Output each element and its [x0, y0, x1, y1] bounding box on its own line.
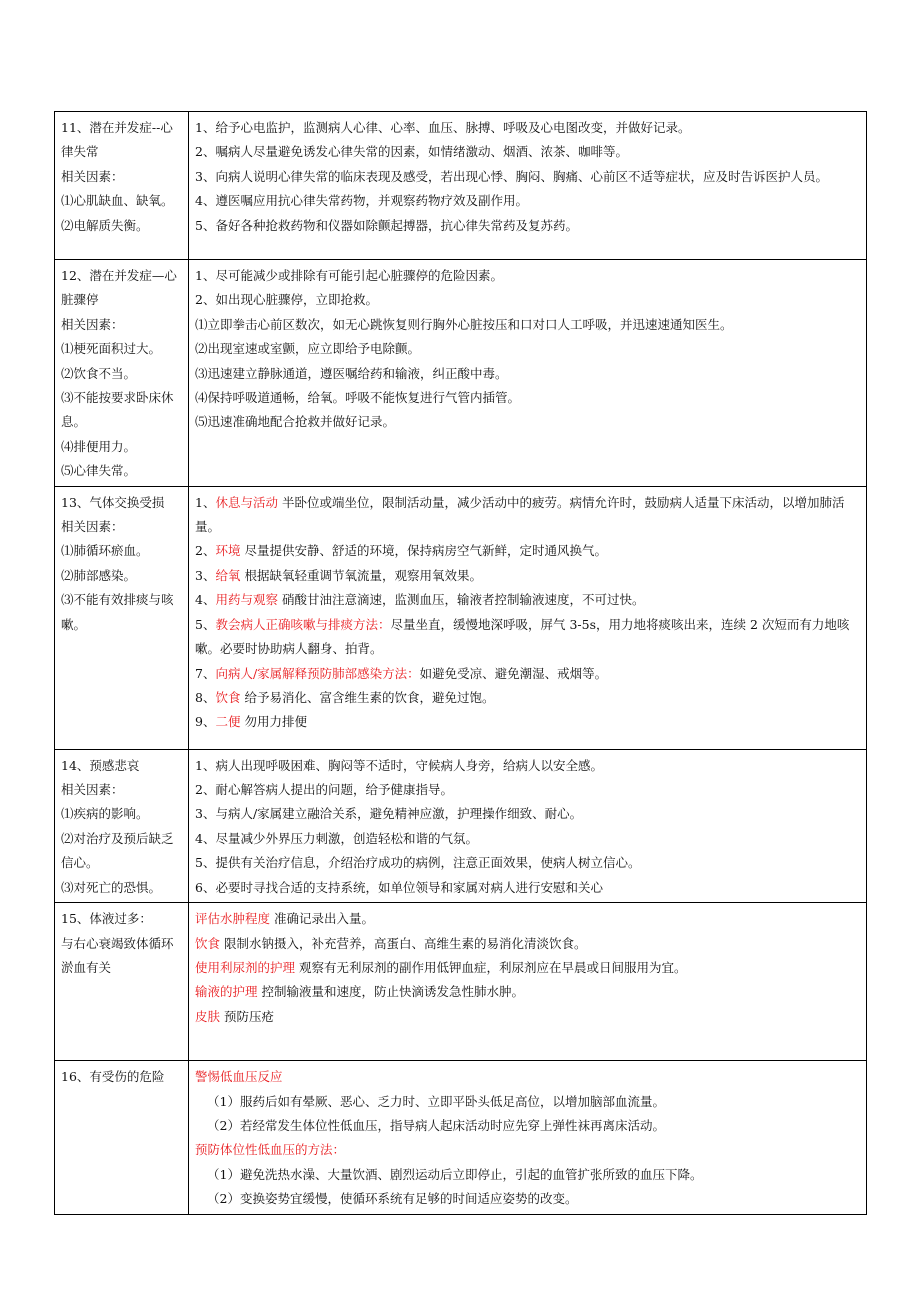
diagnosis-title: 13、气体交换受损 [61, 494, 165, 510]
table-row [55, 260, 867, 487]
intervention-line [195, 362, 861, 386]
intervention-text: 2、嘱病人尽量避免诱发心律失常的因素，如情绪激动、烟酒、浓茶、咖啡等。 [195, 144, 628, 160]
table-row [55, 486, 867, 749]
intervention-line [195, 313, 861, 337]
related-factor-line: ⑴心肌缺血、缺氧。 [61, 193, 174, 209]
intervention-line [195, 1090, 861, 1114]
intervention-cell [189, 112, 867, 260]
table-row [55, 112, 867, 260]
intervention-text: 控制输液量和速度，防止快滴诱发急性肺水肿。 [257, 984, 524, 1000]
diagnosis-title: 14、预感悲哀 [61, 757, 140, 773]
intervention-line [195, 140, 861, 164]
item-number: 7、 [195, 665, 216, 681]
diagnosis-cell [55, 903, 189, 1061]
intervention-text: 观察有无利尿剂的副作用低钾血症，利尿剂应在早晨或日间服用为宜。 [295, 959, 687, 975]
related-factor-line: ⑷排便用力。 [61, 438, 137, 454]
intervention-line [195, 932, 861, 956]
intervention-line [195, 980, 861, 1004]
highlight-heading: 休息与活动 [215, 494, 278, 510]
intervention-text: （1）服药后如有晕厥、恶心、乏力时、立即平卧头低足高位，以增加脑部血流量。 [207, 1093, 665, 1109]
intervention-text: 2、如出现心脏骤停，立即抢救。 [195, 292, 378, 308]
intervention-line [195, 1187, 861, 1211]
highlight-heading: 使用利尿剂的护理 [195, 959, 296, 975]
intervention-line [195, 165, 861, 189]
intervention-line [195, 214, 861, 238]
diagnosis-cell [55, 112, 189, 260]
intervention-text: （2）变换姿势宜缓慢，使循环系统有足够的时间适应姿势的改变。 [207, 1191, 578, 1207]
diagnosis-title: 11、潜在并发症--心律失常 [61, 120, 173, 160]
related-factor-line: ⑴疾病的影响。 [61, 806, 149, 822]
highlight-heading: 教会病人正确咳嗽与排痰方法： [215, 616, 391, 632]
intervention-text: （1）避免洗热水澡、大量饮酒、剧烈运动后立即停止，引起的血管扩张所致的血压下降。 [207, 1166, 703, 1182]
intervention-line [195, 956, 861, 980]
intervention-text: 1、病人出现呼吸困难、胸闷等不适时，守候病人身旁，给病人以安全感。 [195, 757, 603, 773]
intervention-text: 6、必要时寻找合适的支持系统，如单位领导和家属对病人进行安慰和关心 [195, 879, 603, 895]
intervention-text: 根据缺氧轻重调节氧流量，观察用氧效果。 [240, 567, 482, 583]
intervention-line [195, 288, 861, 312]
intervention-text: 半卧位或端坐位，限制活动量，减少活动中的疲劳。病情允许时，鼓励病人适量下床活动，以增加肺活量。 [195, 494, 845, 535]
intervention-text: 2、耐心解答病人提出的问题，给予健康指导。 [195, 782, 453, 798]
intervention-cell [189, 260, 867, 487]
highlight-heading: 饮食 [195, 935, 221, 951]
intervention-text: 准确记录出入量。 [270, 911, 374, 927]
item-number: 3、 [195, 567, 216, 583]
intervention-text: 3、与病人/家属建立融洽关系，避免精神应激，护理操作细致、耐心。 [195, 806, 583, 822]
related-factor-line: 相关因素： [61, 519, 124, 535]
related-factor-line: 与右心衰竭致体循环淤血有关 [61, 935, 174, 975]
diagnosis-cell [55, 1061, 189, 1214]
intervention-line [195, 827, 861, 851]
item-number: 5、 [195, 616, 216, 632]
highlight-heading: 评估水肿程度 [195, 911, 271, 927]
diagnosis-cell [55, 749, 189, 902]
intervention-text: 3、向病人说明心律失常的临床表现及感受，若出现心悸、胸闷、胸痛、心前区不适等症状，应及时告诉医护人员。 [195, 168, 828, 184]
intervention-line [195, 1138, 861, 1162]
intervention-text: 5、备好各种抢救药物和仪器如除颤起搏器，抗心律失常药及复苏药。 [195, 217, 578, 233]
table-row [55, 749, 867, 902]
intervention-text: 4、尽量减少外界压力刺激，创造轻松和谐的气氛。 [195, 830, 478, 846]
intervention-line [195, 802, 861, 826]
intervention-text: 4、遵医嘱应用抗心律失常药物，并观察药物疗效及副作用。 [195, 193, 528, 209]
item-number: 2、 [195, 543, 216, 559]
intervention-text: 预防压疮 [220, 1008, 274, 1024]
related-factor-line: ⑵肺部感染。 [61, 567, 137, 583]
related-factor-line: 相关因素： [61, 782, 124, 798]
related-factor-line: ⑸心律失常。 [61, 463, 137, 479]
related-factor-line: ⑶不能有效排痰与咳嗽。 [61, 592, 174, 632]
diagnosis-title: 15、体液过多： [61, 911, 152, 927]
intervention-line [195, 386, 861, 410]
intervention-text: 勿用力排便 [240, 714, 307, 730]
related-factor-line: ⑴肺循环瘀血。 [61, 543, 149, 559]
intervention-text: 尽量坐直，缓慢地深呼吸，屏气 3-5s，用力地将痰咳出来，连续 2 次短而有力地咳嗽。必要时协助病人翻身、拍背。 [195, 616, 850, 657]
diagnosis-title: 16、有受伤的危险 [61, 1069, 165, 1085]
related-factor-line: 相关因素： [61, 316, 124, 332]
intervention-line [195, 710, 861, 734]
intervention-cell [189, 1061, 867, 1214]
intervention-text: 5、提供有关治疗信息，介绍治疗成功的病例，注意正面效果，使病人树立信心。 [195, 855, 641, 871]
intervention-line [195, 1005, 861, 1029]
table-row [55, 1061, 867, 1214]
intervention-line [195, 491, 861, 540]
highlight-heading: 警惕低血压反应 [195, 1069, 283, 1085]
intervention-text: 1、尽可能减少或排除有可能引起心脏骤停的危险因素。 [195, 268, 503, 283]
item-number: 4、 [195, 592, 216, 608]
intervention-line [195, 754, 861, 778]
related-factor-line: ⑶不能按要求卧床休息。 [61, 390, 174, 430]
intervention-line [195, 1163, 861, 1187]
nursing-care-table [54, 111, 867, 1215]
intervention-line [195, 907, 861, 931]
highlight-heading: 环境 [215, 543, 241, 559]
highlight-heading: 向病人/家属解释预防肺部感染方法： [215, 665, 420, 681]
intervention-line [195, 588, 861, 612]
intervention-text: ⑸迅速准确地配合抢救并做好记录。 [195, 414, 396, 430]
intervention-line [195, 189, 861, 213]
intervention-cell [189, 749, 867, 902]
care-table-body [55, 112, 867, 1215]
intervention-line [195, 1065, 861, 1089]
intervention-text: 1、给予心电监护，监测病人心律、心率、血压、脉搏、呼吸及心电图改变，并做好记录。 [195, 120, 691, 135]
related-factor-line: ⑵电解质失衡。 [61, 217, 149, 233]
highlight-heading: 饮食 [215, 689, 241, 705]
related-factor-line: ⑵饮食不当。 [61, 365, 137, 381]
intervention-line [195, 686, 861, 710]
intervention-text: 如避免受凉、避免潮湿、戒烟等。 [419, 665, 608, 681]
intervention-text: ⑶迅速建立静脉通道，遵医嘱给药和输液，纠正酸中毒。 [195, 365, 508, 381]
intervention-text: 尽量提供安静、舒适的环境，保持病房空气新鲜，定时通风换气。 [240, 543, 607, 559]
intervention-line [195, 778, 861, 802]
highlight-heading: 用药与观察 [215, 592, 278, 608]
highlight-heading: 二便 [215, 714, 241, 730]
related-factor-line: ⑶对死亡的恐惧。 [61, 879, 162, 895]
intervention-line [195, 410, 861, 434]
intervention-cell [189, 903, 867, 1061]
intervention-text: ⑵出现室速或室颤，应立即给予电除颤。 [195, 341, 421, 357]
intervention-line [195, 851, 861, 875]
diagnosis-cell [55, 260, 189, 487]
related-factor-line: ⑴梗死面积过大。 [61, 341, 162, 357]
intervention-text: ⑷保持呼吸道通畅，给氧。呼吸不能恢复进行气管内插管。 [195, 390, 521, 406]
intervention-text: （2）若经常发生体位性低血压，指导病人起床活动时应先穿上弹性袜再离床活动。 [207, 1117, 665, 1133]
intervention-text: ⑴立即拳击心前区数次，如无心跳恢复则行胸外心脏按压和口对口人工呼吸，并迅速速通知医生。 [195, 316, 733, 332]
related-factor-line: ⑵对治疗及预后缺乏信心。 [61, 830, 174, 871]
intervention-line [195, 337, 861, 361]
highlight-heading: 给氧 [215, 567, 241, 583]
highlight-heading: 预防体位性低血压的方法： [195, 1142, 346, 1158]
highlight-heading: 皮肤 [195, 1008, 221, 1024]
item-number: 8、 [195, 689, 216, 705]
item-number: 9、 [195, 714, 216, 730]
intervention-line [195, 662, 861, 686]
diagnosis-cell [55, 486, 189, 749]
item-number: 1、 [195, 494, 216, 510]
intervention-line [195, 613, 861, 662]
intervention-text: 硝酸甘油注意滴速，监测血压，输液者控制输液速度，不可过快。 [277, 592, 645, 608]
related-factor-line: 相关因素： [61, 168, 124, 184]
table-row [55, 903, 867, 1061]
diagnosis-title: 12、潜在并发症—心脏骤停 [61, 268, 177, 308]
intervention-line [195, 116, 861, 140]
intervention-text: 给予易消化、富含维生素的饮食，避免过饱。 [240, 689, 495, 705]
highlight-heading: 输液的护理 [195, 984, 258, 1000]
intervention-line [195, 876, 861, 900]
intervention-line [195, 264, 861, 288]
intervention-line [195, 1114, 861, 1138]
intervention-text: 限制水钠摄入，补充营养，高蛋白、高维生素的易消化清淡饮食。 [220, 935, 587, 951]
intervention-cell [189, 486, 867, 749]
intervention-line [195, 539, 861, 563]
intervention-line [195, 564, 861, 588]
